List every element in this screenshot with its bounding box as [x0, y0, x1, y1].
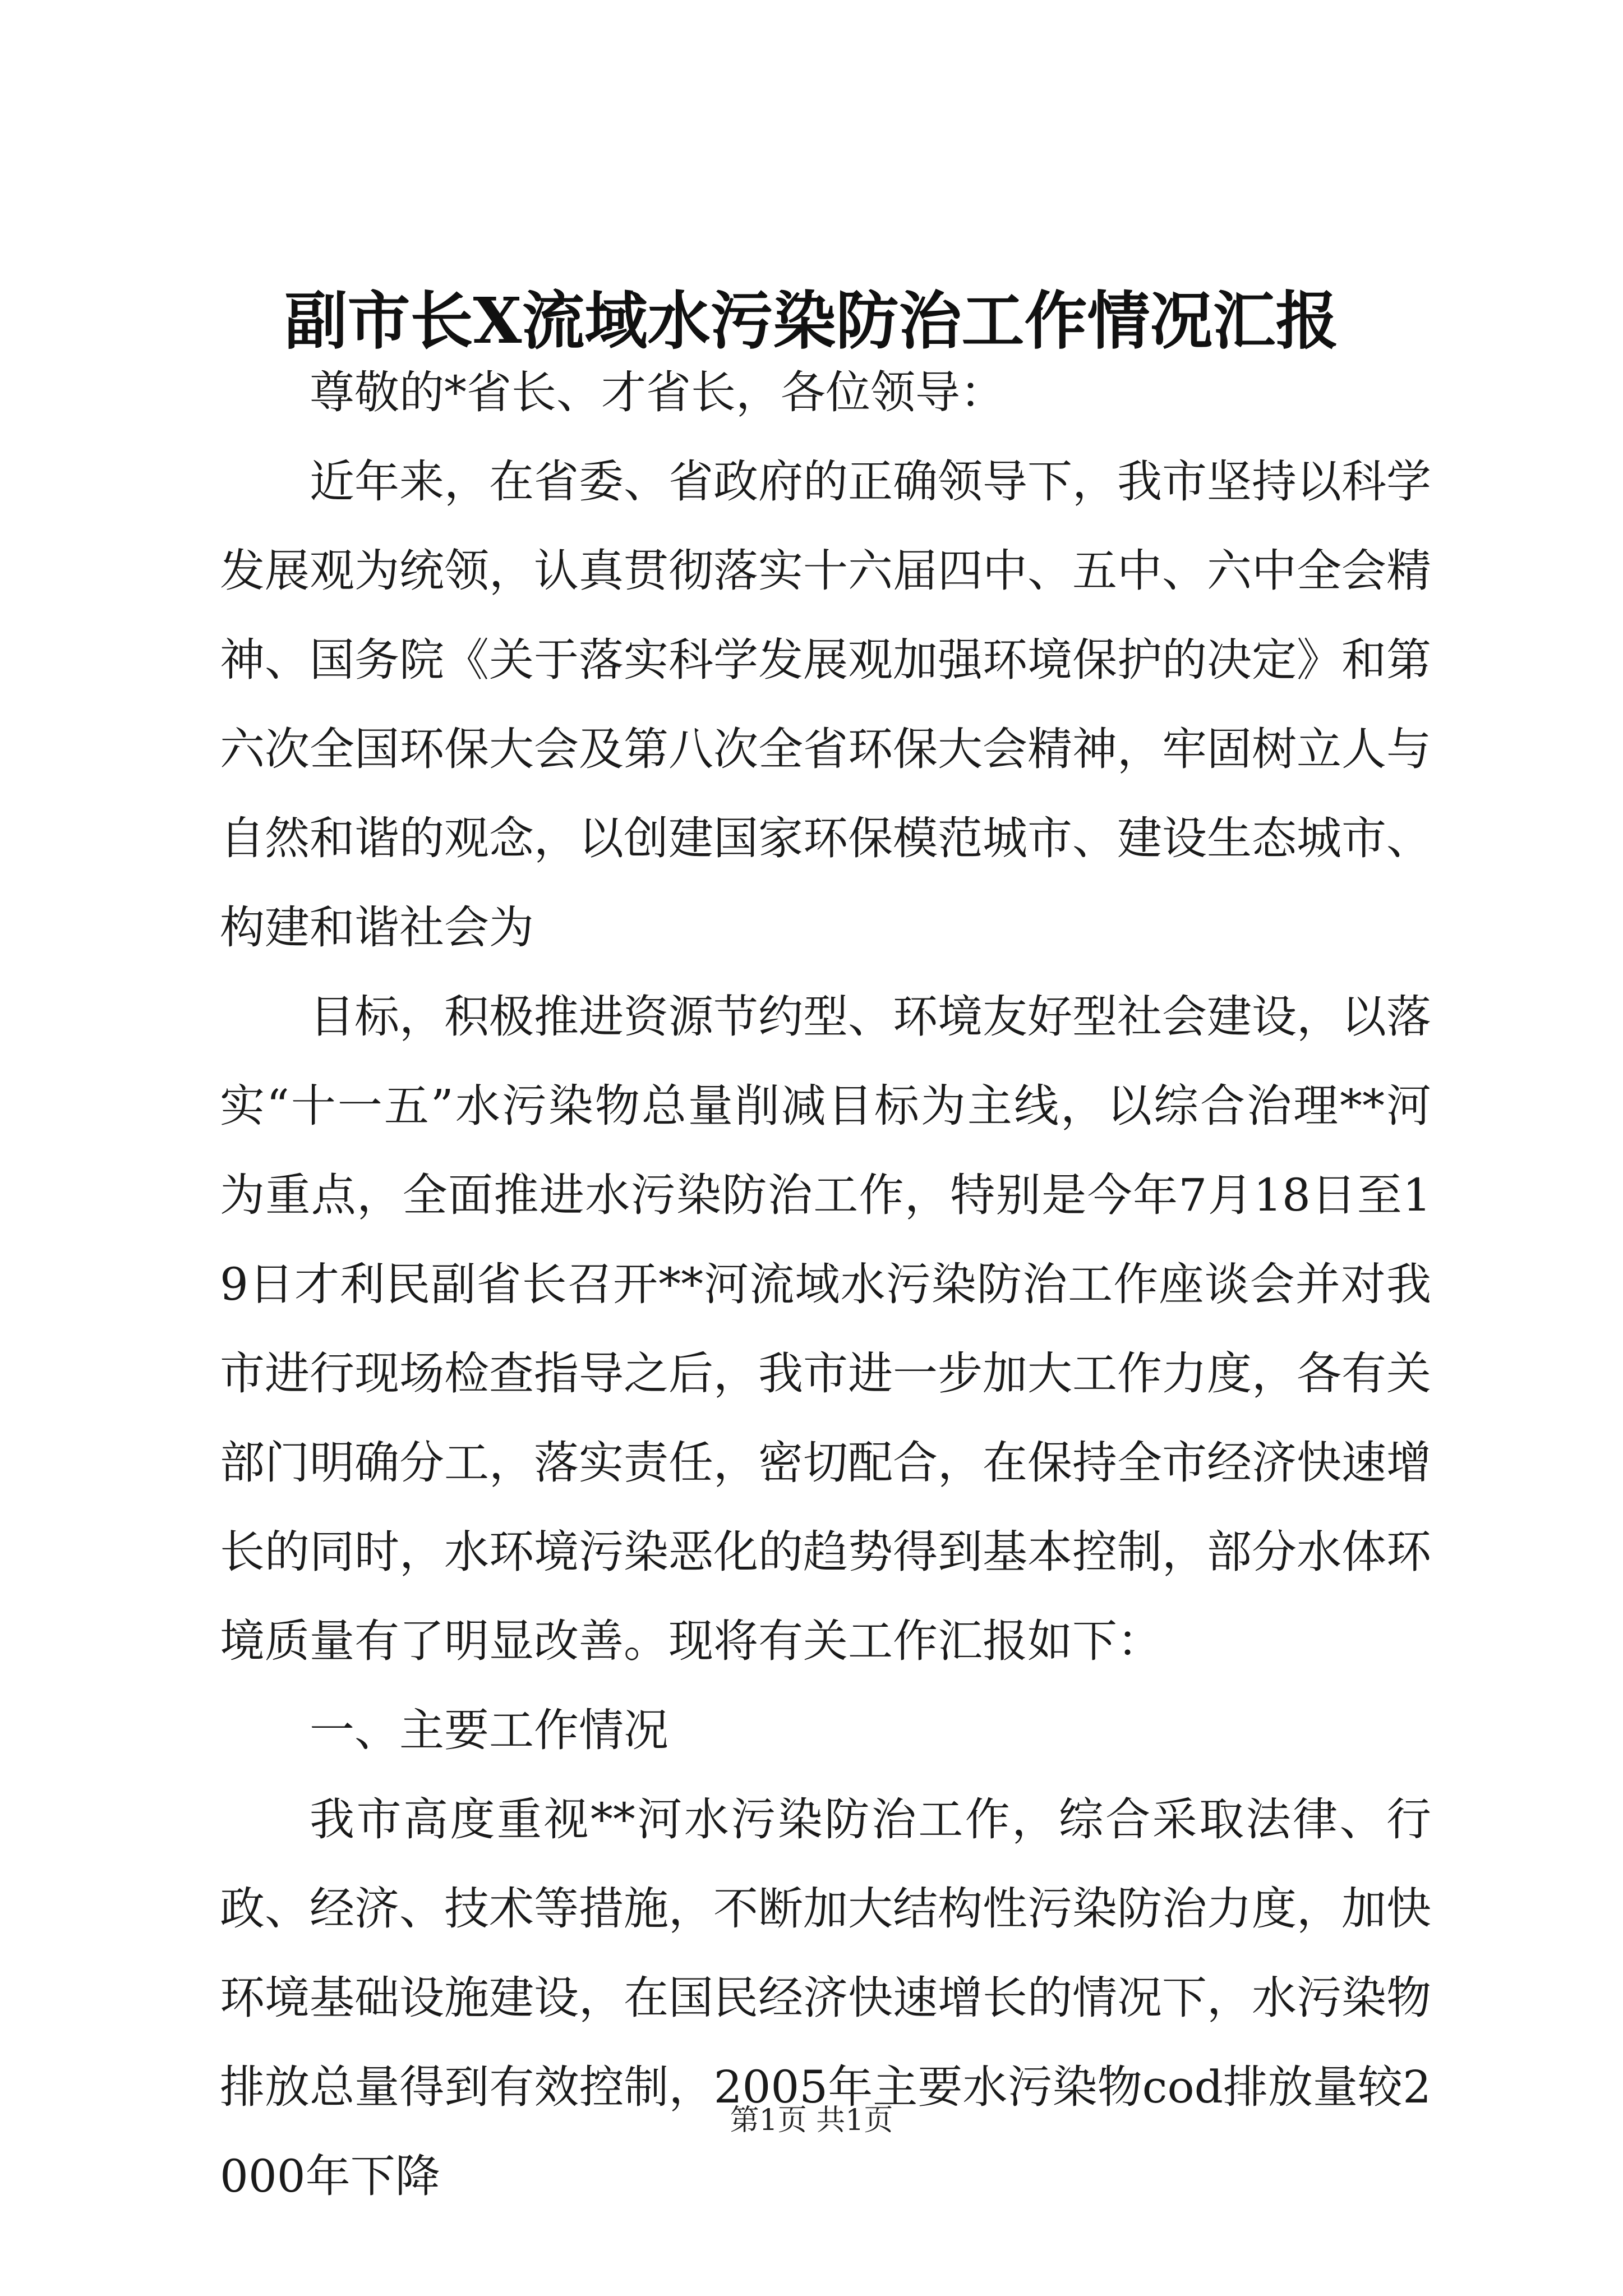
document-body [220, 348, 1431, 2221]
paragraph-goals: 目标，积极推进资源节约型、环境友好型社会建设，以落实“十一五”水污染物总量削减目标为主线，以综合治理**河为重点，全面推进水污染防治工作，特别是今年7月18日至19日才利民副省长召开**河流域水污染防治工作座谈会并对我市进行现场检查指导之后，我市进一步加大工作力度，各有关部门明确分工，落实责任，密切配合，在保持全市经济快速增长的同时，水环境污染恶化的趋势得到基本控制，部分水体环境质量有了明显改善。现将有关工作汇报如下： [220, 991, 1431, 1667]
paragraph-work: 我市高度重视**河水污染防治工作，综合采取法律、行政、经济、技术等措施，不断加大结构性污染防治力度，加快环境基础设施建设，在国民经济快速增长的情况下，水污染物排放总量得到有效控制，2005年主要水污染物cod排放量较2000年下降 [220, 1793, 1431, 2202]
section-heading: 一、主要工作情况 [310, 1704, 668, 1756]
paragraph-intro: 近年来，在省委、省政府的正确领导下，我市坚持以科学发展观为统领，认真贯彻落实十六届四中、五中、六中全会精神、国务院《关于落实科学发展观加强环境保护的决定》和第六次全国环保大会及第八次全省环保大会精神，牢固树立人与自然和谐的观念，以创建国家环保模范城市、建设生态城市、构建和谐社会为 [220, 455, 1431, 954]
page-footer: 第1页 共1页 [730, 2104, 893, 2137]
document-title: 副市长X流域水污染防治工作情况汇报 [284, 284, 1339, 358]
salutation: 尊敬的*省长、才省长，各位领导： [310, 366, 1005, 418]
